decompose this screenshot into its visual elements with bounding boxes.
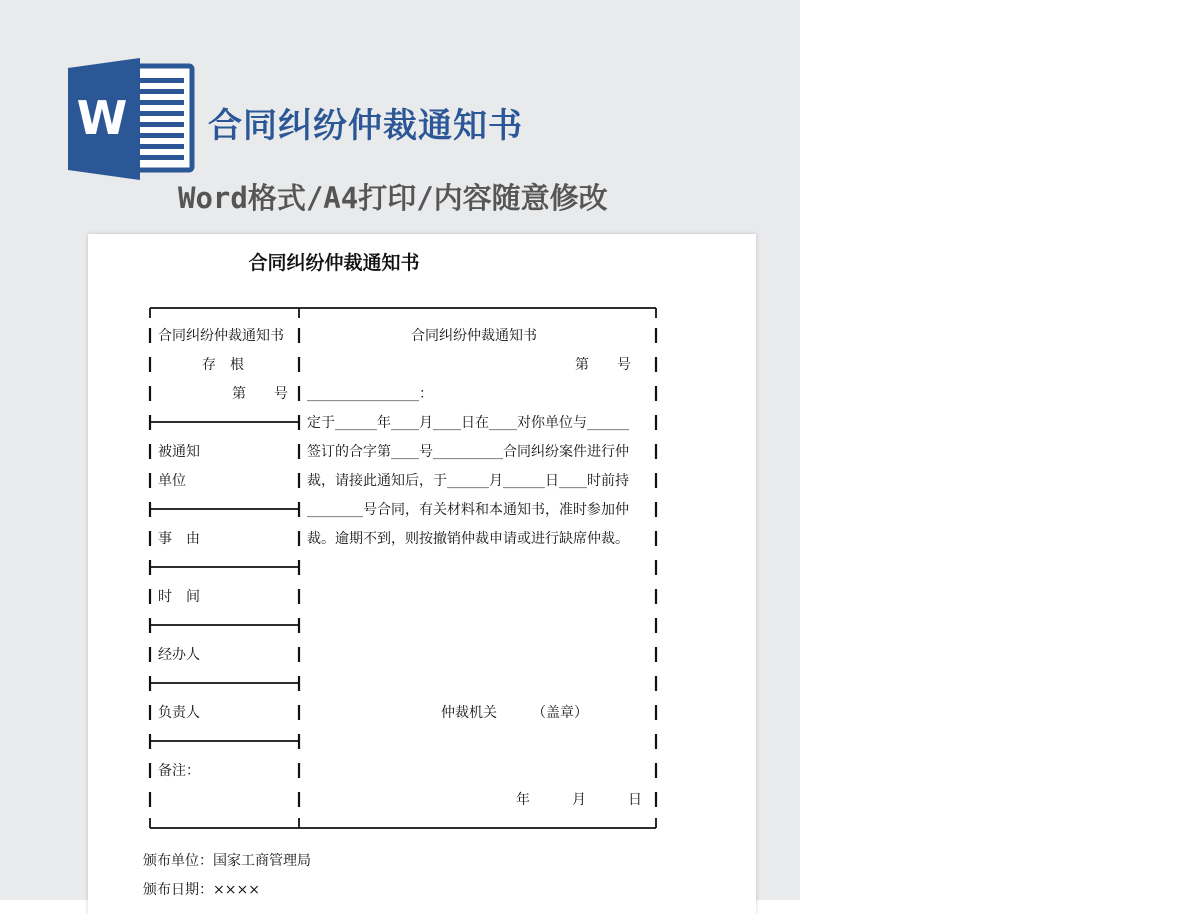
banner-subtitle: Word格式/A4打印/内容随意修改 xyxy=(178,181,608,215)
document-title: 合同纠纷仲裁通知书 xyxy=(248,252,420,274)
body-line: 裁，请接此通知后，于______月______日____时前持 xyxy=(307,473,629,489)
notified-unit-label-2: 单位 xyxy=(158,473,186,489)
right-heading: 合同纠纷仲裁通知书 xyxy=(411,328,537,344)
form-table-frame xyxy=(148,306,658,830)
issuer-line: 颁布单位：国家工商管理局 xyxy=(143,853,311,869)
left-heading: 合同纠纷仲裁通知书 xyxy=(158,328,284,344)
remarks-label: 备注： xyxy=(158,763,200,779)
addressee-line: ________________： xyxy=(307,386,433,402)
body-line: 签订的合字第____号__________合同纠纷案件进行仲 xyxy=(307,444,629,460)
handler-label: 经办人 xyxy=(158,647,200,663)
reason-label: 事 由 xyxy=(158,531,200,547)
right-number-label: 第 号 xyxy=(575,357,631,373)
body-line: ________号合同，有关材料和本通知书，准时参加仲 xyxy=(307,502,629,518)
time-label: 时 间 xyxy=(158,589,200,605)
issue-date-line: 颁布日期：×××× xyxy=(143,882,260,898)
signature-date-line: 年 月 日 xyxy=(516,792,642,808)
authority-seal-line: 仲裁机关 （盖章） xyxy=(441,705,588,721)
body-line: 定于______年____月____日在____对你单位与______ xyxy=(307,415,629,431)
responsible-label: 负责人 xyxy=(158,705,200,721)
word-icon xyxy=(66,58,196,180)
logo-letter: W xyxy=(76,91,128,145)
left-number-label: 第 号 xyxy=(232,386,288,402)
banner-title: 合同纠纷仲裁通知书 xyxy=(208,106,523,146)
body-line: 裁。逾期不到，则按撤销仲裁申请或进行缺席仲裁。 xyxy=(307,531,629,547)
notified-unit-label-1: 被通知 xyxy=(158,444,200,460)
left-stub-label: 存 根 xyxy=(202,357,244,373)
